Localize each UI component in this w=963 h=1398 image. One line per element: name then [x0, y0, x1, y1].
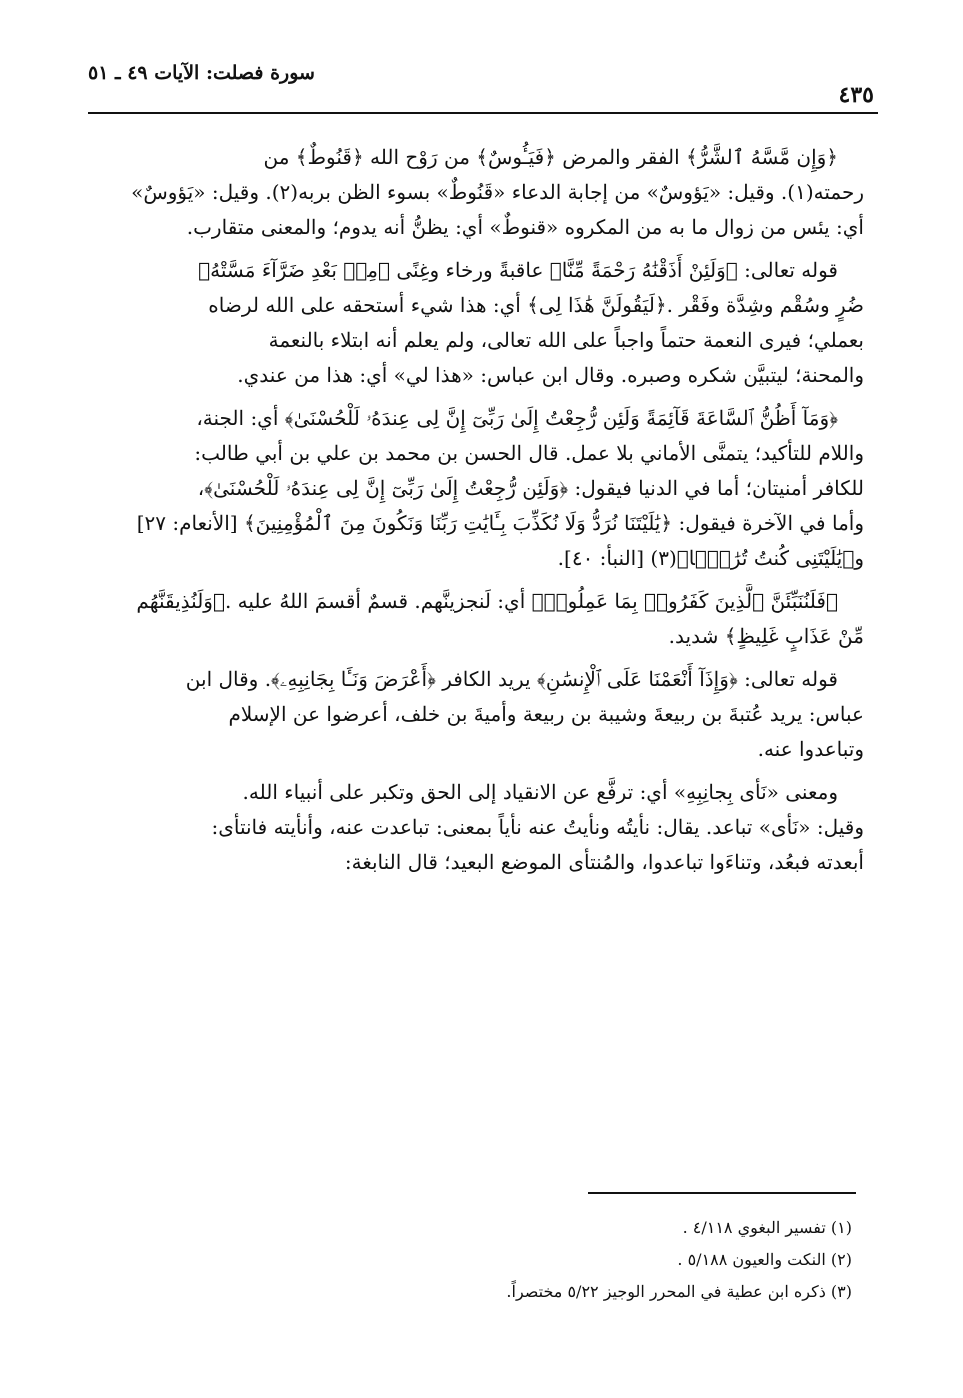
text-line: للكافر أمنيتان؛ أما في الدنيا فيقول: ﴿وَلَئِن رُّجِعْتُ إِلَىٰ رَبِّىٓ إِنَّ لِى عِندَهُۥ لَلْحُسْنَىٰ﴾، [197, 476, 864, 500]
text-line: رحمته(١). وقيل: «يَؤوسٌ» من إجابة الدعاء «قَنُوطٌ» بسوء الظن بربه(٢). وقيل: «يَؤوسٌ» [131, 180, 864, 204]
paragraph-4 [98, 584, 864, 654]
header-rule [88, 112, 878, 114]
text-line: والمحنة؛ ليتبيَّن شكره وصبره. وقال ابن عباس: «هذا لي» أي: هذا من عندي. [237, 363, 864, 387]
text-line: وتباعدوا عنه. [757, 737, 864, 761]
text-line: بعملي؛ فيرى النعمة حتماً واجباً على الله تعالى، ولم يعلم أنه ابتلاء بالنعمة [268, 328, 864, 352]
footnote-3: (٣) ذكره ابن عطية في المحرر الوجيز ٥/٢٢ مختصراً. [506, 1282, 852, 1301]
footnotes [98, 1212, 852, 1308]
main-text [98, 140, 864, 888]
paragraph-3 [98, 401, 864, 576]
text-line: أبعدته فبعُد، وتناءَوا تباعدوا، والمُنتأى الموضع البعيد؛ قال النابغة: [344, 850, 864, 874]
text-line: قوله تعالى: ﴿وَلَئِنْ أَذَقْنَٰهُ رَحْمَةً مِّنَّا﴾ عاقبةً ورخاء وغِنًى ﴿مِنۢ بَعْدِ ضَرَّآءَ مَسَّتْهُ﴾ [198, 258, 838, 282]
text-line: ﴿وَإِن مَّسَّهُ ٱلشَّرُّ﴾ الفقر والمرض ﴿فَيَـُٔوسٌ﴾ من رَوْح الله ﴿قَنُوطٌ﴾ من [263, 145, 838, 169]
footnote-2: (٢) النكت والعيون ٥/١٨٨ . [677, 1250, 852, 1269]
text-line: وقيل: «نَأى» تباعد. يقال: نأيتُه ونأيتُ عنه نأياً بمعنى: تباعدت عنه، وأنأيته فانتأى: [211, 815, 864, 839]
text-line: وأما في الآخرة فيقول: ﴿يَٰلَيْتَنَا نُرَدُّ وَلَا نُكَذِّبَ بِـَٔايَٰتِ رَبِّنَا وَنَكُونَ مِنَ ٱلْمُؤْمِنِينَ﴾ [الأنعام: ٢٧] [136, 511, 864, 535]
text-line: واللام للتأكيد؛ يتمنَّى الأماني بلا عمل. قال الحسن بن محمد بن علي بن أبي طالب: [194, 441, 864, 465]
text-line: مِّنْ عَذَابٍ غَلِيظٍ﴾ شديد. [668, 624, 864, 648]
page-header [88, 60, 878, 118]
running-title: سورة فصلت: الآيات ٤٩ ـ ٥١ [88, 62, 315, 84]
text-line: أي: يئس من زوال ما به من المكروه «قنوطٌ» أي: يظنُّ أنه يدوم؛ والمعنى متقارب. [186, 215, 864, 239]
footnote-rule [588, 1192, 856, 1194]
paragraph-6 [98, 775, 864, 880]
text-line: و﴿يَٰلَيْتَنِى كُنتُ تُرَٰبًۢا﴾(٣) [النبأ: ٤٠]. [557, 546, 864, 570]
paragraph-5 [98, 662, 864, 767]
paragraph-2 [98, 253, 864, 393]
text-line: عباس: يريد عُتبةَ بن ربيعةَ وشيبة بن ربيعة وأميةَ بن خلف، أعرضوا عن الإسلام [228, 702, 864, 726]
footnote-1: (١) تفسير البغوي ٤/١١٨ . [682, 1218, 852, 1237]
text-line: ﴿فَلَنُنَبِّئَنَّ ٱلَّذِينَ كَفَرُوا۟ بِمَا عَمِلُوا۟﴾ أي: لَنجزينَّهم. قسمٌ أقسمَ اللهُ عليه .﴿وَلَنُذِيقَنَّهُم [136, 589, 838, 613]
text-line: ضُرٍ وسُقْم وشِدَّة وفَقْر .﴿لَيَقُولَنَّ هَٰذَا لِى﴾ أي: هذا شيء أستحقه على الله لرضاه [208, 293, 864, 317]
paragraph-1 [98, 140, 864, 245]
text-line: ﴿وَمَآ أَظُنُّ ٱلسَّاعَةَ قَآئِمَةً وَلَئِن رُّجِعْتُ إِلَىٰ رَبِّىٓ إِنَّ لِى عِندَهُۥ لَلْحُسْنَىٰ﴾ أي: الجنة، [196, 406, 838, 430]
text-line: قوله تعالى: ﴿وَإِذَآ أَنْعَمْنَا عَلَى ٱلْإِنسَٰنِ﴾ يريد الكافر ﴿أَعْرَضَ وَنَـَٔا بِجَانِبِهِۦ﴾. وقال ابن [185, 667, 838, 691]
page-number: ٤٣٥ [838, 82, 874, 108]
text-line: ومعنى «نَأى بِجانِبِهِ» أي: ترفَّع عن الانقياد إلى الحق وتكبر على أنبياء الله. [242, 780, 838, 804]
